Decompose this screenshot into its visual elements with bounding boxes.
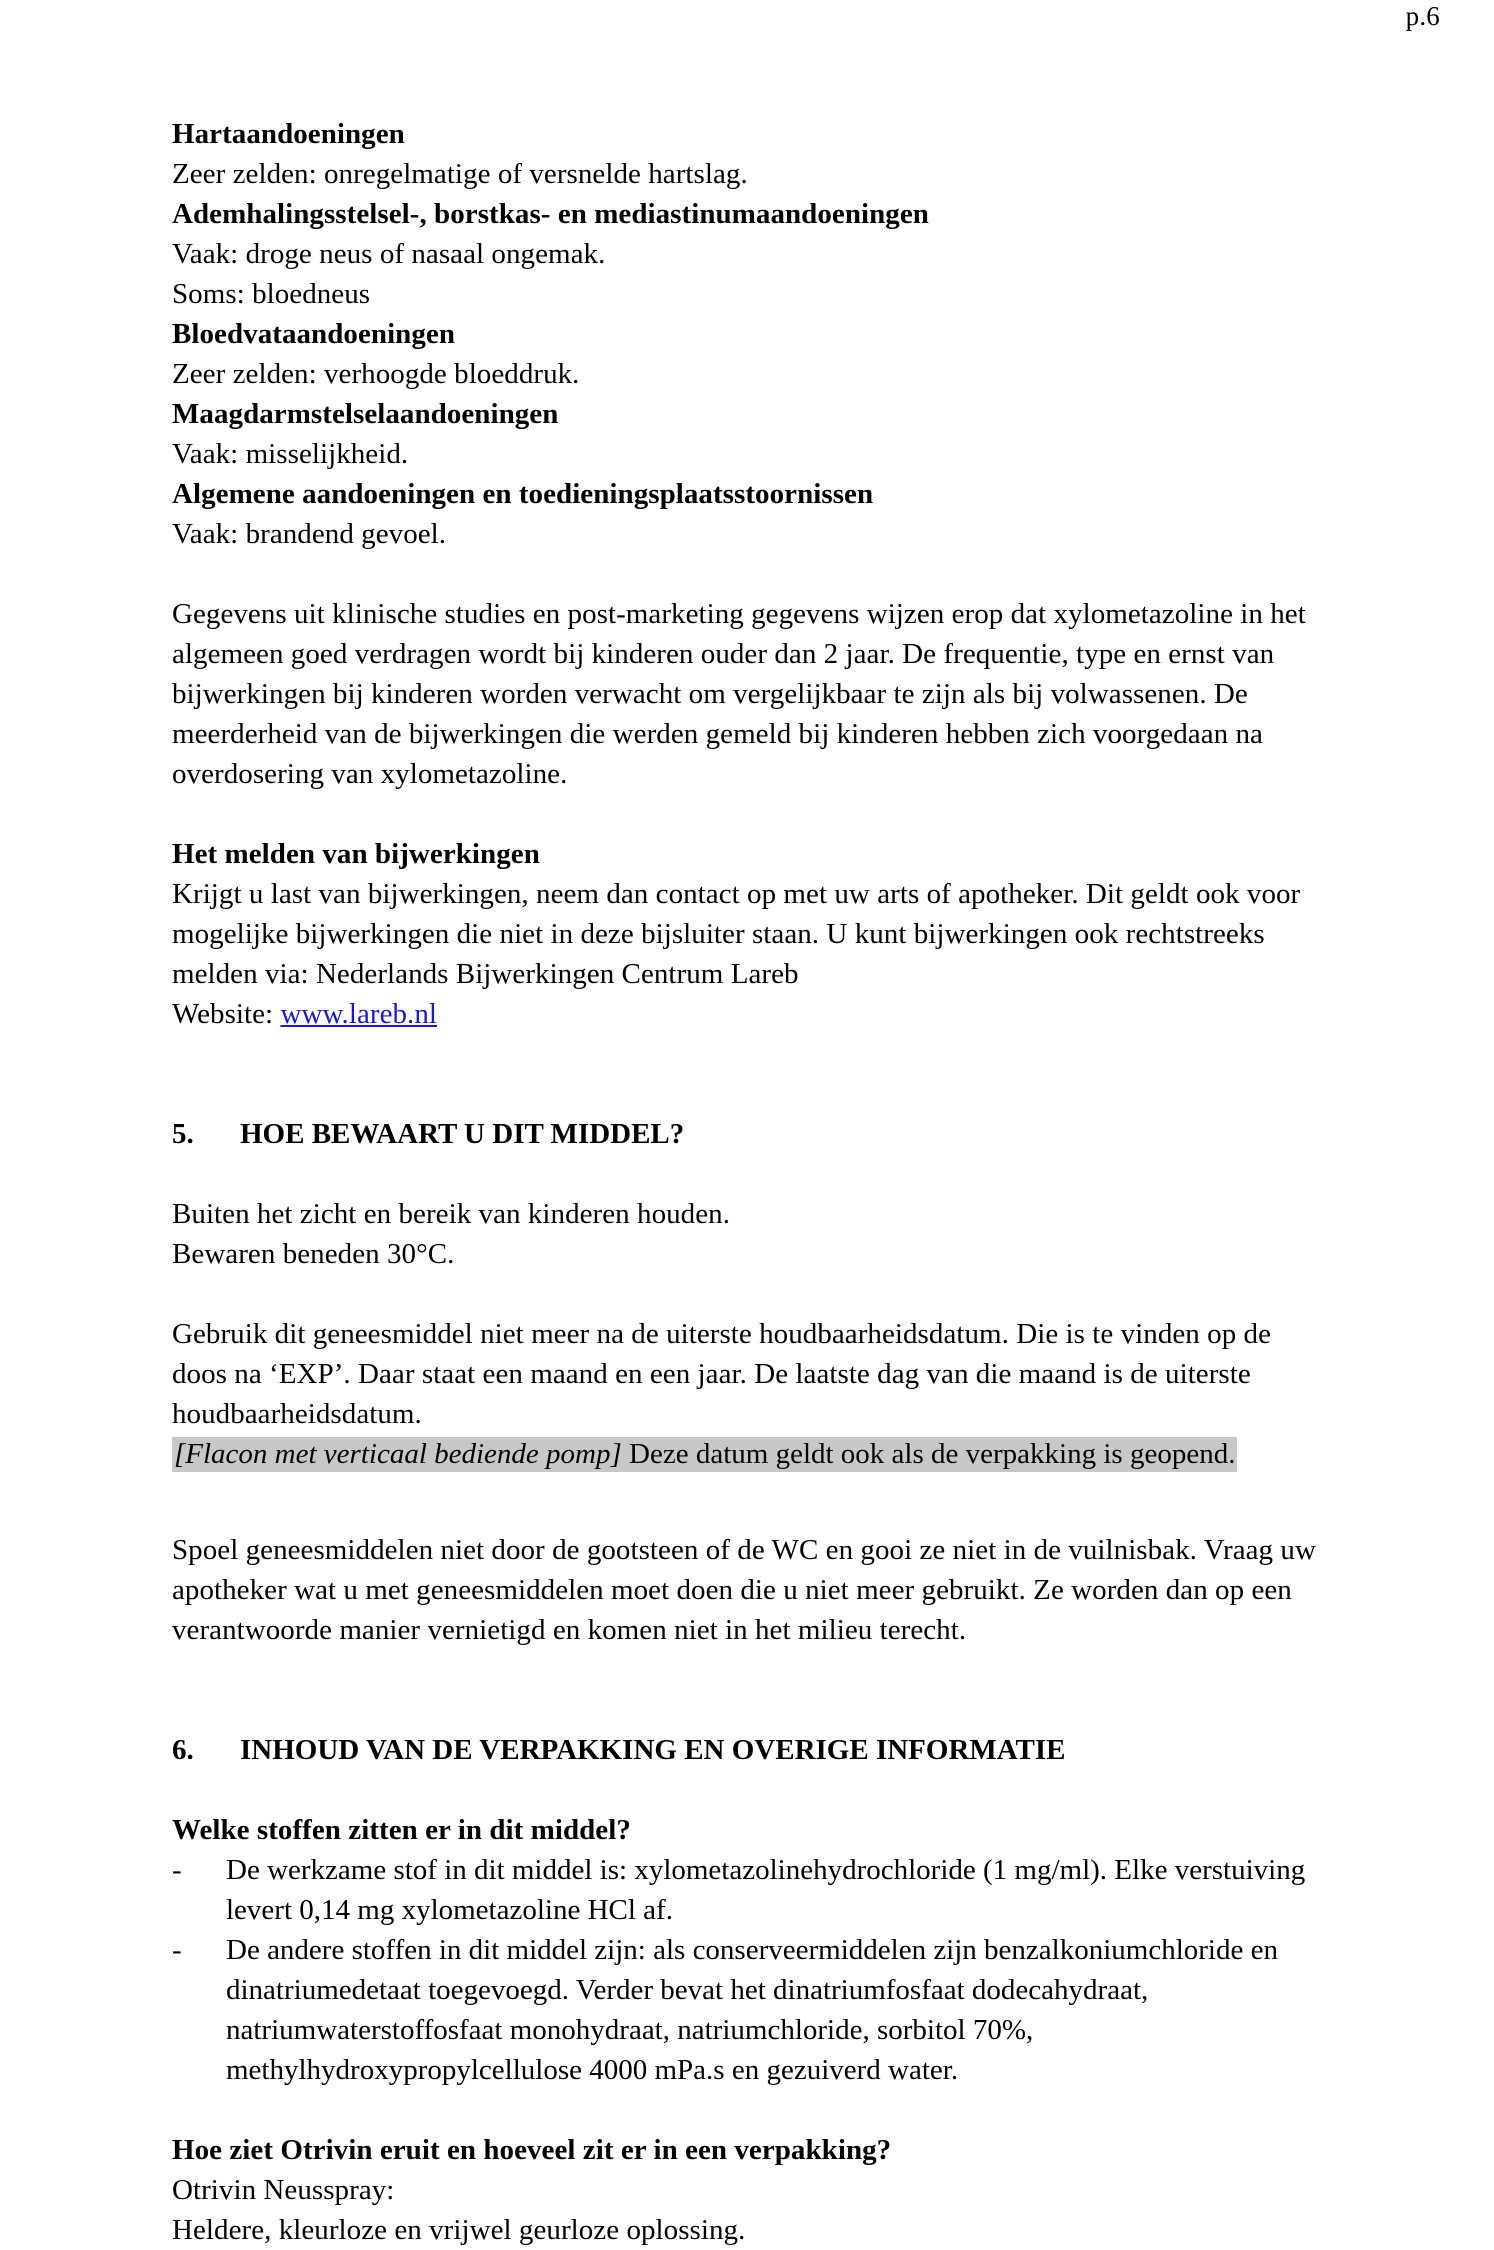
reporting-heading: Het melden van bijwerkingen [172,838,540,870]
ingredients-heading: Welke stoffen zitten er in dit middel? [172,1814,631,1846]
reporting-paragraph: Krijgt u last van bijwerkingen, neem dan contact op met uw arts of apotheker. Dit geldt ook voor mogelijke bijwerkingen die niet in deze bijsluiter staan. U kunt bijwerkingen ook rechtstreeks melden via: Nederlands Bijwerkingen Centrum Lareb [172,878,1301,990]
adverse-group-heading: Hartaandoeningen [172,118,405,150]
list-item-text: De andere stoffen in dit middel zijn: als conserveermiddelen zijn benzalkoniumchloride en dinatriumedetaat toegevoegd. Verder bevat het dinatriumfosfaat dodecahydraat, natriumwaterstoffosfaat monohydraat, natriumchloride, sorbitol 70%, methylhydroxypropylcellulose 4000 mPa.s en gezuiverd water. [226,1934,1278,2086]
appearance-line-1: Otrivin Neusspray: [172,2174,395,2206]
section-6-number: 6. [172,1734,194,1766]
page-number: p.6 [1405,1,1440,31]
storage-line-1: Buiten het zicht en bereik van kinderen houden. [172,1198,730,1230]
section-6-heading [172,1730,1320,1770]
website-line [172,994,1320,1034]
list-item [172,1930,1320,2090]
dash-bullet: - [172,1934,182,1966]
pump-highlight-line [172,1434,1320,1474]
list-item-text: De werkzame stof in dit middel is: xylometazolinehydrochloride (1 mg/ml). Elke verstuiving levert 0,14 mg xylometazoline HCl af. [226,1854,1306,1926]
adverse-group-line: Vaak: misselijkheid. [172,438,409,470]
adverse-group-heading: Algemene aandoeningen en toedieningsplaatsstoornissen [172,478,874,510]
adverse-group-line: Vaak: droge neus of nasaal ongemak. [172,238,606,270]
adverse-group-line: Zeer zelden: verhoogde bloeddruk. [172,358,580,390]
adverse-group-line: Soms: bloedneus [172,278,371,310]
section-5-heading [172,1114,1320,1154]
section-5-title: HOE BEWAART U DIT MIDDEL? [240,1118,685,1150]
adverse-group-heading: Maagdarmstelselaandoeningen [172,398,559,430]
lareb-website-link[interactable]: www.lareb.nl [280,998,438,1030]
pump-bracket-text: [Flacon met verticaal bediende pomp] [174,1438,622,1470]
appearance-heading: Hoe ziet Otrivin eruit en hoeveel zit er in een verpakking? [172,2134,892,2166]
section-5-number: 5. [172,1118,194,1150]
ingredients-list [172,1850,1320,2090]
section-6-title: INHOUD VAN DE VERPAKKING EN OVERIGE INFORMATIE [240,1734,1066,1766]
adverse-effects-block [172,114,1320,554]
dash-bullet: - [172,1854,182,1886]
adverse-group-heading: Bloedvataandoeningen [172,318,455,350]
disposal-paragraph: Spoel geneesmiddelen niet door de gootsteen of de WC en gooi ze niet in de vuilnisbak. Vraag uw apotheker wat u met geneesmiddelen moet doen die u niet meer gebruikt. Ze worden dan op een verantwoorde manier vernietigd en komen niet in het milieu terecht. [172,1534,1316,1646]
appearance-line-2: Heldere, kleurloze en vrijwel geurloze oplossing. [172,2214,746,2246]
pump-rest-text: Deze datum geldt ook als de verpakking is geopend. [621,1438,1236,1470]
storage-line-2: Bewaren beneden 30°C. [172,1238,455,1270]
adverse-group-line: Vaak: brandend gevoel. [172,518,447,550]
list-item [172,1850,1320,1930]
adverse-group-line: Zeer zelden: onregelmatige of versnelde hartslag. [172,158,748,190]
expiry-paragraph: Gebruik dit geneesmiddel niet meer na de uiterste houdbaarheidsdatum. Die is te vinden op de doos na ‘EXP’. Daar staat een maand en een jaar. De laatste dag van die maand is de uiterste houdbaarheidsdatum. [172,1318,1272,1430]
children-tolerance-paragraph: Gegevens uit klinische studies en post-marketing gegevens wijzen erop dat xylometazoline in het algemeen goed verdragen wordt bij kinderen ouder dan 2 jaar. De frequentie, type en ernst van bijwerkingen bij kinderen worden verwacht om vergelijkbaar te zijn als bij volwassenen. De meerderheid van de bijwerkingen die werden gemeld bij kinderen hebben zich voorgedaan na overdosering van xylometazoline. [172,598,1306,790]
pump-highlight [172,1437,1237,1472]
website-label: Website: [172,998,281,1030]
document-content [172,60,1320,2250]
adverse-group-heading: Ademhalingsstelsel-, borstkas- en mediastinumaandoeningen [172,198,929,230]
